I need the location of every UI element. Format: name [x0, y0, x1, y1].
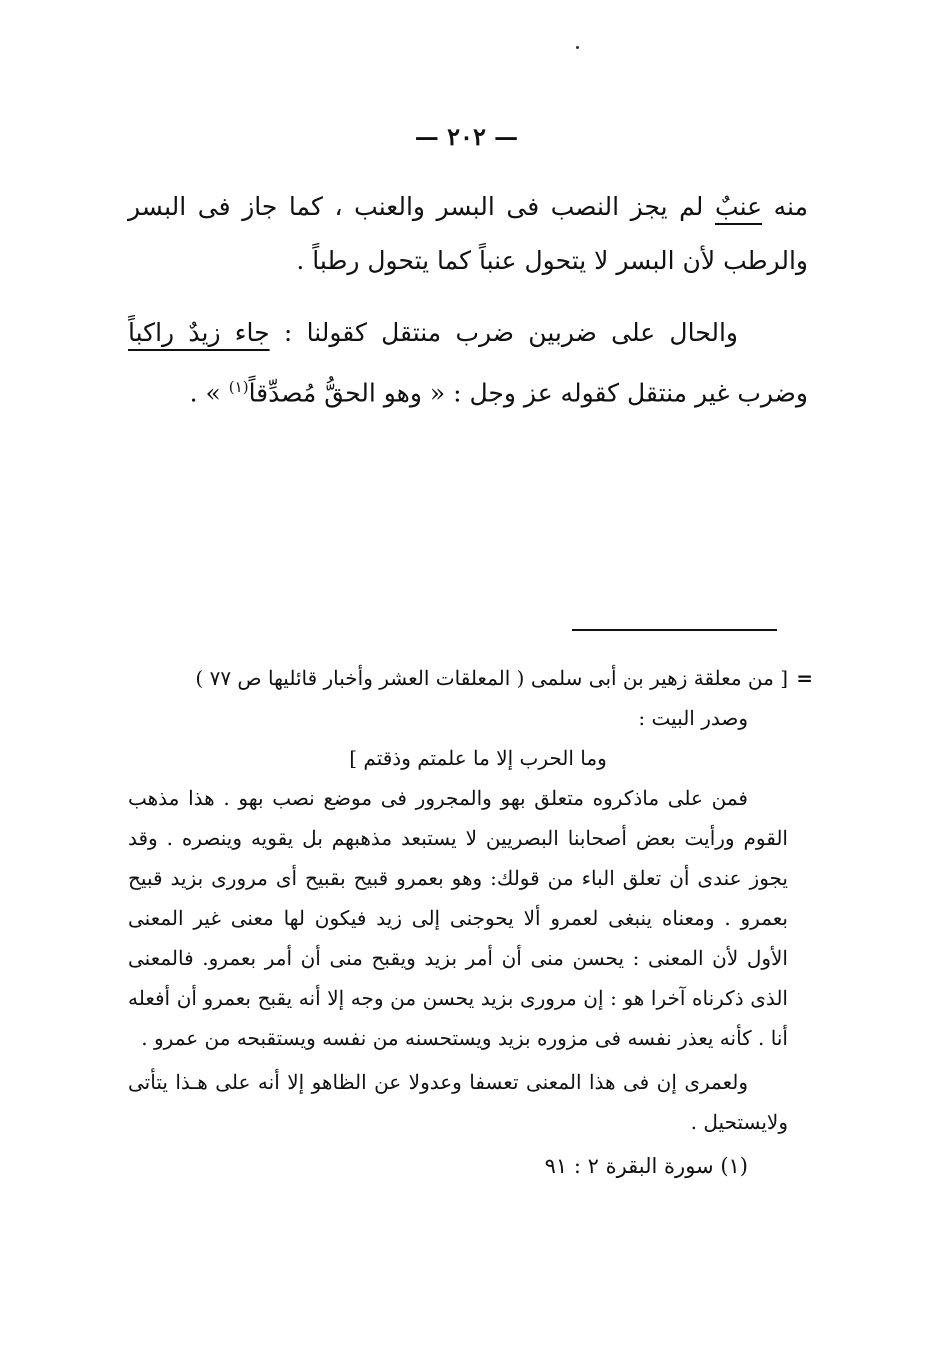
footnote-ref-1: (١) — [228, 378, 249, 396]
footnote-paragraph-2: ولعمرى إن فى هذا المعنى تعسفا وعدولا عن الظاهو إلا أنه على هـذا يتأتى ولايستحيل . — [128, 1070, 788, 1134]
para2-text-end: » . — [189, 378, 229, 408]
para2-text-b: وضرب غير منتقل كقوله عز وجل : « وهو الحقُّ مُصدِّقاً — [248, 378, 808, 408]
footnotes — [128, 658, 813, 1186]
page-speck — [576, 46, 579, 49]
footnote-line1-text: [ من معلقة زهير بن أبى سلمى ( المعلقات العشر وأخبار قائليها ص ٧٧ ) — [195, 666, 788, 690]
para1-text-b: لم يجز النصب فى البسر والعنب ، كما جاز فى البسر والرطب — [128, 192, 808, 275]
footnote-divider — [572, 629, 777, 631]
footnote-reference-1: (١) سورة البقرة ٢ : ٩١ — [544, 1154, 748, 1178]
para1-text-c: لأن البسر لا يتحول عنباً كما يتحول رطباً . — [296, 246, 716, 275]
footnote-continuation-line1 — [128, 658, 813, 698]
footnote-verse: وما الحرب إلا ما علمتم وذقتم ] — [349, 746, 607, 770]
footnote-line2: وصدر البيت : — [638, 706, 748, 730]
para1-underlined-word: عنبٌ — [715, 192, 763, 221]
footnote-paragraph-1: فمن على ماذكروه متعلق بهو والمجرور فى موضع نصب بهو . هذا مذهب القوم ورأيت بعض أصحابنا البصريين لا يستبعد مذهبهم بل يقويه وينصره . وقد يجوز عندى أن تعلق الباء من قولك: وهو بعمرو قبيح بقبيح أى مرورى بزيد قبيح بعمرو . ومعناه ينبغى لعمرو ألا يحوجنى إلى زيد فيكون لها معنى غير المعنى الأول لأن المعنى : يحسن منى أن أمر بزيد ويقبح منى أن أمر بعمرو. فالمعنى الذى ذكرناه آخرا هو : إن مرورى بزيد يحسن من وجه إلا أنه يقبح بعمرو أن أفعله أنا . كأنه يعذر نفسه فى مزوره بزيد ويستحسنه من نفسه ويستقبحه من عمرو . — [128, 786, 788, 1050]
para1-text-a: منه — [762, 192, 808, 221]
main-text — [128, 180, 808, 420]
paragraph-2 — [128, 306, 808, 420]
continuation-mark: = — [796, 666, 813, 690]
para2-underlined-phrase: جاء زيدٌ راكباً — [128, 318, 270, 347]
paragraph-1 — [128, 180, 808, 288]
para2-text-a: والحال على ضربين ضرب منتقل كقولنا : — [269, 318, 738, 347]
page-number: — ٢٠٢ — — [414, 122, 519, 151]
